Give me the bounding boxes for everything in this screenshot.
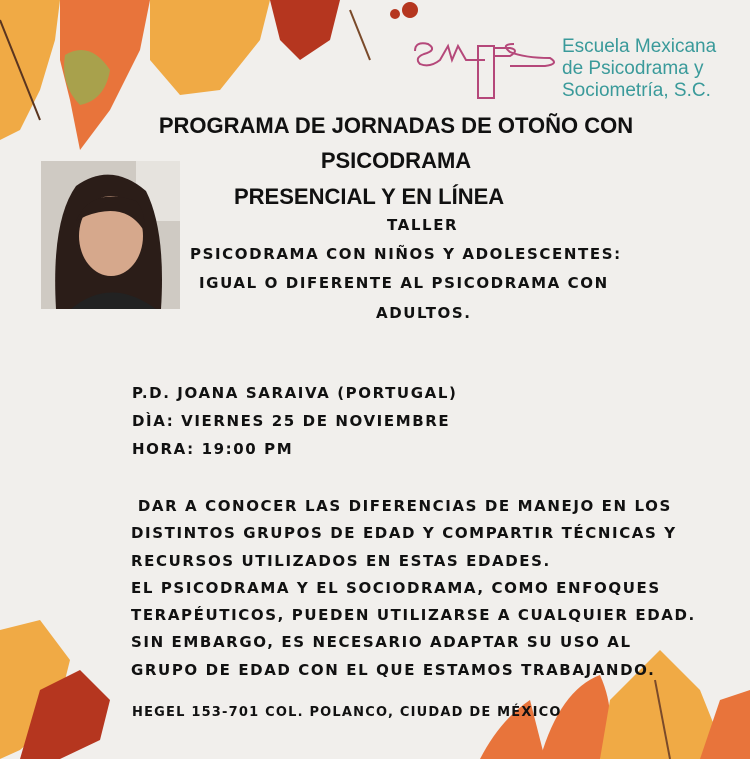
workshop-label: TALLER (387, 216, 459, 234)
school-name (562, 36, 716, 102)
program-title-line: PRESENCIAL Y EN LÍNEA (234, 184, 505, 209)
workshop-title-line: PSICODRAMA CON NIÑOS Y ADOLESCENTES: (190, 245, 622, 263)
description-line: EL PSICODRAMA Y EL SOCIODRAMA, COMO ENFOQUES (131, 578, 661, 597)
description-line: SIN EMBARGO, ES NECESARIO ADAPTAR SU USO AL (131, 633, 632, 652)
program-title-line: PROGRAMA DE JORNADAS DE OTOÑO CON (158, 113, 634, 138)
description-line: DAR A CONOCER LAS DIFERENCIAS DE MANEJO EN LOS (131, 497, 672, 515)
description (131, 493, 696, 684)
description-line: GRUPO DE EDAD CON EL QUE ESTAMOS TRABAJANDO. (131, 660, 656, 679)
workshop-title-line: IGUAL O DIFERENTE AL PSICODRAMA CON (199, 274, 609, 292)
workshop-title-line: ADULTOS. (376, 304, 472, 322)
event-date: DÌA: VIERNES 25 DE NOVIEMBRE (132, 412, 451, 430)
speaker-photo (41, 161, 180, 309)
speaker-name: P.D. JOANA SARAIVA (PORTUGAL) (132, 384, 458, 402)
description-line: DISTINTOS GRUPOS DE EDAD Y COMPARTIR TÉCNICAS Y (131, 524, 677, 543)
emps-logo-monogram (410, 36, 560, 102)
event-time: HORA: 19:00 PM (132, 440, 294, 458)
program-title-line: PSICODRAMA (320, 148, 472, 173)
description-line: RECURSOS UTILIZADOS EN ESTAS EDADES. (131, 551, 551, 570)
description-line: TERAPÉUTICOS, PUEDEN UTILIZARSE A CUALQUIER EDAD. (131, 606, 696, 625)
address: HEGEL 153-701 COL. POLANCO, CIUDAD DE MÉXICO (132, 705, 562, 720)
school-name-line: de Psicodrama y (562, 58, 704, 79)
school-name-line: Escuela Mexicana (562, 36, 717, 57)
school-name-line: Sociometría, S.C. (562, 80, 711, 101)
